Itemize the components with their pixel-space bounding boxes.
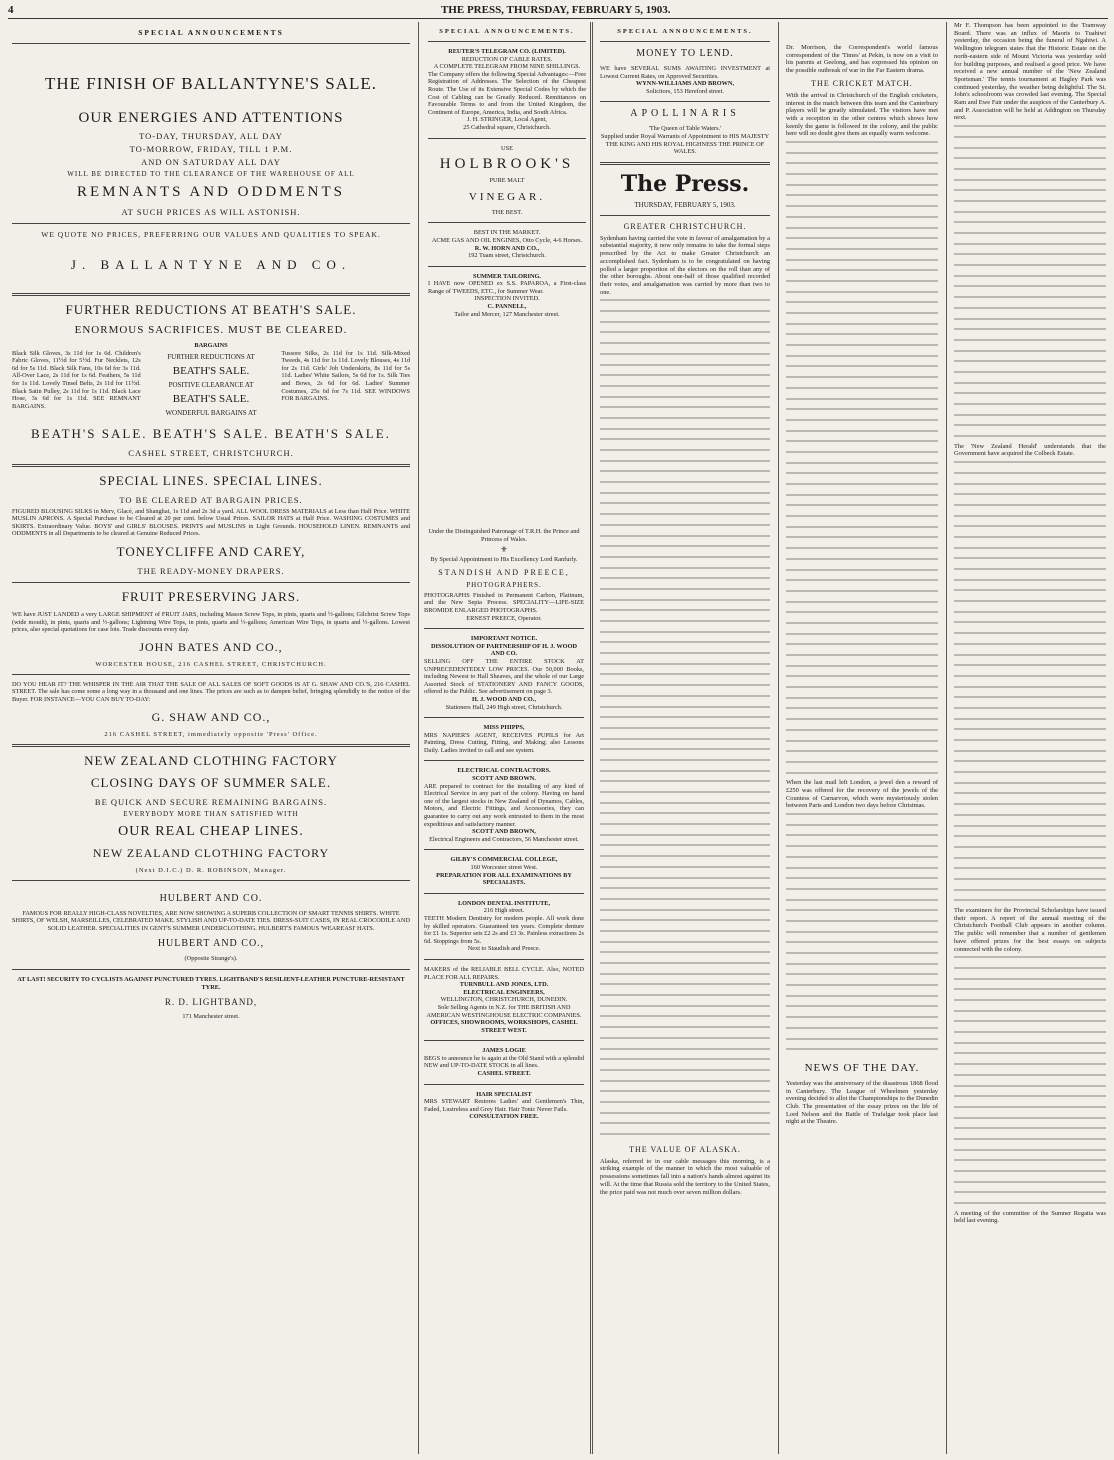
- toneycliffe-name: TONEYCLIFFE AND CAREY,: [116, 543, 306, 559]
- beath-bargains-grid: [12, 350, 410, 420]
- divider: [12, 880, 410, 881]
- stringer-name: J. H. STRINGER, Local Agent,: [467, 116, 547, 124]
- divider: [600, 215, 770, 216]
- holbrook-best: THE BEST.: [491, 208, 523, 216]
- bates-name: JOHN BATES AND CO.,: [139, 639, 283, 654]
- column-rule: [418, 22, 419, 1454]
- column-news-2: [950, 22, 1110, 1454]
- section-header: SPECIAL ANNOUNCEMENTS.: [617, 28, 753, 35]
- nzcf-quick: BE QUICK AND SECURE REMAINING BARGAINS.: [94, 796, 328, 807]
- phipps-text: MRS NAPIER'S AGENT, RECEIVES PUPILS for Art Painting, Dress Cutting, Fitting, and Making; also Lessons Daily. Ladies invited to call and see system.: [424, 731, 584, 754]
- greater-headline: GREATER CHRISTCHURCH.: [623, 221, 747, 231]
- turnbull-offices: OFFICES, SHOWROOMS, WORKSHOPS, CASHEL STREET WEST.: [430, 1019, 578, 1034]
- horn-address: 192 Tuam street, Christchurch.: [468, 252, 546, 260]
- scott-text: ARE prepared to contract for the installing of any kind of Electrical Service in any part of the colony. Having on hand one of the largest stocks in New Zealand of Dynamos, Cables, Motors, and Electric Fittings, and Accessories, they can guarantee to carry out any work entrusted to them in the most expeditious and satisfactory manner.: [424, 782, 584, 828]
- stewart-text: MRS STEWART Restores Ladies' and Gentlemen's Thin, Faded, Lustreless and Grey Hair. Hair Tonic Never Fails.: [424, 1098, 584, 1113]
- column-news-1: [782, 22, 942, 1454]
- dissolution-text: SELLING OFF THE ENTIRE STOCK AT UNPRECEDENTEDLY LOW PRICES. Our 50,000 Books, including Newest to Hall Sheaves, and the whole of our Large Assorted Stock of STATIONERY AND FANCY GOODS, offered to the Public. See advertisement on page 3.: [424, 657, 584, 696]
- reuter-name: REUTER'S TELEGRAM CO. (LIMITED).: [448, 48, 566, 55]
- pannell-name: C. PANNELL,: [487, 303, 527, 311]
- bates-address: WORCESTER HOUSE, 216 CASHEL STREET, CHRISTCHURCH.: [95, 660, 327, 668]
- lightband-address: 171 Manchester street.: [182, 1013, 240, 1021]
- tailoring-text: I HAVE now OPENED ex S.S. PAPAROA, a First-class Range of TWEEDS, ETC., for Summer Wear.: [428, 280, 586, 295]
- logie-street: CASHEL STREET.: [477, 1070, 531, 1078]
- logie-text: BEGS to announce he is again at the Old Stand with a splendid NEW and UP-TO-DATE STOCK in all lines.: [424, 1054, 584, 1070]
- divider: [424, 760, 584, 761]
- holbrook-name: HOLBROOK'S: [439, 156, 575, 173]
- column-rule: [592, 22, 593, 1454]
- money-headline: MONEY TO LEND.: [636, 48, 734, 59]
- greater-text: Sydenham having carried the vote in favour of amalgamation by a substantial majority, it now only remains to take the formal steps prescribed by the Act to make Greater Christchurch an accomplished fact. Sydenham is to be congratulated on having polled a larger proportion of the electors on the roll than any of the other boroughs. About one-half of those qualified recorded their votes, and amalgamation was carried by more than two to one.: [600, 234, 770, 296]
- col6-news-text: Mr F. Thompson has been appointed to the Tramway Board. There was an influx of Maoris to Tuahiwi yesterday, the occasion being the funeral of Ngahiwi. A Wellington telegram states that the Historic Estate on the north-eastern side of Mount Victoria was yesterday sold for building purposes, and realised a good price. We have received a new annual number of the 'New Zealand Sportsman.' The tennis tournament at Hagley Park was continued yesterday, the weather being delightful. The St. John's schoolroom was crowded last evening. The Special Ram and Ewe Fair under the auspices of the Canterbury A. and P. Association will be held at Addington on Thursday next.: [954, 22, 1106, 122]
- hulbert-opposite: (Opposite Strange's).: [184, 955, 238, 963]
- special-lines-cleared: TO BE CLEARED AT BARGAIN PRICES.: [119, 494, 303, 505]
- preece-operator: ERNEST PREECE, Operator.: [466, 614, 542, 622]
- value-alaska-headline: THE VALUE OF ALASKA.: [629, 1144, 741, 1154]
- turnbull-name: TURNBULL AND JONES, LTD.: [459, 981, 549, 989]
- holbrook-vinegar: VINEGAR.: [468, 190, 546, 203]
- bottom-ads-row: [12, 887, 410, 1021]
- column-reuter: [424, 22, 590, 522]
- turnbull-agents: Sole Selling Agents in N.Z. for THE BRITISH AND AMERICAN WESTINGHOUSE ELECTRIC COMPANIES.: [426, 1003, 582, 1019]
- divider: [424, 1040, 584, 1041]
- special-lines-text: FIGURED BLOUSING SILKS in Merv, Glacé, and Shanghai, 1s 11d and 2s 3d a yard. ALL WOOL DRESS MATERIALS at Less than Half Price. WHITE MUSLIN APRONS. A Special Purchase to be Cleared at 20 per cent. below Usual Prices. SAILOR HATS at Half Price. WASHING COSTUMES and SKIRTS. Extraordinary Value. BOYS' and GIRLS' BLOUSES. PRINTS and MUSLINS in Light Grounds. HOUSEHOLD LINEN. REMNANTS and ODDMENTS in all Departments to be cleared at Genuine Reduced Prices.: [12, 507, 410, 538]
- divider: [12, 464, 410, 467]
- ballantyne-firm: J. BALLANTYNE AND CO.: [70, 257, 352, 272]
- dental-next: Next to Staudish and Preece.: [467, 945, 541, 953]
- ballantyne-remnants: REMNANTS AND ODDMENTS: [76, 184, 345, 200]
- nzcf-closing: CLOSING DAYS OF SUMMER SALE.: [90, 774, 332, 790]
- gilby-prep: PREPARATION FOR ALL EXAMINATIONS BY SPECIALISTS.: [436, 871, 572, 887]
- beath-bargains-label: BARGAINS: [194, 342, 228, 349]
- hulbert-name: HULBERT AND CO.: [159, 892, 263, 904]
- page-number: 4: [8, 4, 14, 16]
- hulbert-text: FAMOUS FOR REALLY HIGH-CLASS NOVELTIES, ARE NOW SHOWING A SUPERB COLLECTION OF SMART TENNIS SHIRTS. WHITE SHIRTS, OF WELSH, MARSEILLES, CELEBRATED MAKE. STYLISH AND UP-TO-DATE TIES. DRESS-SUIT CASES, IN REAL CROCODILE AND SOLID LEATHER. SPECIALITIES IN GENT'S SUMMER UNDERCLOTHING. HULBERT'S FAMOUS 'WEAREASI' HATS.: [12, 909, 410, 932]
- divider: [424, 628, 584, 629]
- lightband-headline: AT LAST! SECURITY TO CYCLISTS AGAINST PUNCTURED TYRES. LIGHTBAND'S RESILIENT-LEATHER PUNCTURE-RESISTANT TYRE.: [17, 975, 405, 991]
- phipps-name: MISS PHIPPS,: [483, 724, 525, 732]
- nzcf-manager: (Next D.I.C.) D. R. ROBINSON, Manager.: [135, 866, 287, 874]
- col6-mutual-text: The 'New Zealand Herald' understands that the Government have acquired the Colbeck Estate.: [954, 442, 1106, 458]
- use-label: USE: [501, 144, 513, 152]
- photo-text: PHOTOGRAPHS Finished in Permanent Carbon, Platinum, and the New Sepia Process. SPECIALITY—LIFE-SIZE BROMIDE ENLARGED PHOTOGRAPHS.: [424, 591, 584, 614]
- column-rule: [778, 22, 779, 1454]
- shaw-name: G. SHAW AND CO.,: [151, 709, 271, 724]
- hair-header: HAIR SPECIALIST: [476, 1090, 532, 1098]
- cricket-headline: THE CRICKET MATCH.: [811, 78, 913, 88]
- press-title: The Press.: [620, 170, 750, 197]
- beath-center-block: FURTHER REDUCTIONS AT BEATH'S SALE. POSITIVE CLEARANCE AT BEATH'S SALE. WONDERFUL BARGAINS AT: [165, 352, 257, 417]
- notice-header: IMPORTANT NOTICE.: [470, 635, 538, 643]
- column-rule: [590, 22, 591, 1454]
- ballantyne-quote: WE QUOTE NO PRICES, PREFERRING OUR VALUES AND QUALITIES TO SPEAK.: [41, 230, 381, 239]
- consultation: CONSULTATION FREE.: [469, 1113, 539, 1121]
- acme-market: BEST IN THE MARKET.: [473, 229, 541, 237]
- wood-name: H. J. WOOD AND CO.,: [472, 695, 536, 703]
- col6-meeting-text: A meeting of the committee of the Sumner Regatta was held last evening.: [954, 1209, 1106, 1225]
- turnbull-cities: WELLINGTON, CHRISTCHURCH, DUNEDIN.: [440, 996, 568, 1004]
- divider: [428, 138, 586, 139]
- bell-cycle-text: MAKERS of the RELIABLE BELL CYCLE. Also, NOTED PLACE FOR ALL REPAIRS.: [424, 965, 584, 981]
- reuter-complete: A COMPLETE TELEGRAM FROM NINE SHILLINGS.: [433, 63, 581, 71]
- special-lines-headline: SPECIAL LINES. SPECIAL LINES.: [99, 472, 323, 488]
- fruit-headline: FRUIT PRESERVING JARS.: [121, 588, 301, 604]
- beath-enormous: ENORMOUS SACRIFICES. MUST BE CLEARED.: [74, 324, 348, 336]
- divider: [428, 41, 586, 42]
- divider: [424, 849, 584, 850]
- column-ads-left: [8, 22, 414, 1454]
- lightband-name: R. D. LIGHTBAND,: [164, 997, 258, 1008]
- ballantyne-today: TO-DAY, THURSDAY, ALL DAY: [139, 131, 283, 141]
- pannell-address: Tailor and Mercer, 127 Manchester street.: [454, 310, 560, 318]
- jewel-mystery-text: When the last mail left London, a jewel den a reward of £250 was offered for the recovery of the jewels of the Countess of Carnarvon, which were mysteriously stolen between Paris and London two days before Christmas.: [786, 779, 938, 810]
- turnbull-engineers: ELECTRICAL ENGINEERS,: [463, 988, 545, 996]
- section-header: SPECIAL ANNOUNCEMENTS: [138, 28, 284, 37]
- beath-address: CASHEL STREET, CHRISTCHURCH.: [128, 447, 294, 458]
- teeth-list: TEETH Modern Dentistry for modern people. All work done by skilled operators. Guaranteed ten years. Complete denture for £1 1s. Superior sets £2 2s and £3 3s. Painless extractions 2s 6d. Stoppings from 5s.: [424, 914, 584, 945]
- ballantyne-tomorrow: TO-MORROW, FRIDAY, TILL 1 P.M.: [129, 144, 293, 154]
- lord-ranfurly: By Special Appointment to His Excellency Lord Ranfurly.: [430, 556, 578, 564]
- divider: [12, 969, 410, 970]
- scott-address: Electrical Engineers and Contractors, 56 Manchester street.: [429, 835, 579, 843]
- column-ads-mid: [420, 528, 588, 1454]
- value-alaska-text: Alaska, referred to in our cable messages this morning, is a striking example of the manner in which the most valuable of possessions sometimes fall into a nation's hands almost against its will. At the time that Russia sold the territory to the United States, the price paid was not much over seven million dollars.: [600, 1157, 770, 1196]
- dental-address: 216 High street.: [483, 907, 525, 915]
- divider: [12, 744, 410, 747]
- logie-name: JAMES LOGIE: [482, 1047, 526, 1055]
- shaw-address: 216 CASHEL STREET, immediately opposite 'Press' Office.: [104, 730, 318, 738]
- acme-text: ACME GAS AND OIL ENGINES, Otto Cycle, 4-6 Horses.: [431, 236, 583, 244]
- money-text: WE have SEVERAL SUMS AWAITING INVESTMENT at Lowest Current Rates, on Approved Securities.: [600, 65, 770, 80]
- fruit-text: WE have JUST LANDED a very LARGE SHIPMENT of FRUIT JARS, including Mason Screw Tops, in pints, quarts and ½-gallons; Gilchrist Screw Tops (wide mouth), in pints, quarts and ½-gallons; Lightning Wire Tops, in pints, quarts and ½-gallons; American Wire Tops, in quarts and ½-gallons. Lowest prices, also special quotations for case lots. Trade discounts every day.: [12, 610, 410, 634]
- beath-list-left: Black Silk Gloves, 3s 11d for 1s 6d. Children's Fabric Gloves, 11½d for 5½d. Fur Necklets, 12s 6d for 5s 11d. Black Silk Fans, 10s 6d for 3s 11d. All-Over Lace, 2s 11d for 1s 6d. Feathers, 5s 11d for 1s 11d. Lovely Tinsel Belts, 2s 11d for 11½d. Black Satin Pulley, 2s 11d for 1s 11d. Black Lace Hose, 3s 6d for 1s 11d. SEE REMNANT BARGAINS.: [12, 349, 141, 410]
- press-date: THURSDAY, FEBRUARY 5, 1903.: [634, 200, 736, 209]
- standish-name: STANDISH AND PREECE,: [438, 567, 570, 577]
- horn-name: R. W. HORN AND CO.,: [474, 244, 540, 252]
- tailoring-invited: INSPECTION INVITED.: [474, 295, 540, 303]
- hulbert-name-2: HULBERT AND CO.,: [157, 938, 265, 950]
- wynn-address: Solicitors, 153 Hereford street.: [646, 87, 724, 95]
- nzcf-everybody: EVERYBODY MORE THAN SATISFIED WITH: [123, 809, 299, 818]
- divider: [12, 223, 410, 224]
- divider: [600, 101, 770, 102]
- nzcf-headline: NEW ZEALAND CLOTHING FACTORY: [84, 752, 338, 768]
- divider: [424, 1084, 584, 1085]
- divider: [12, 293, 410, 296]
- photographers: PHOTOGRAPHERS.: [466, 580, 542, 589]
- news-of-the-day-headline: NEWS OF THE DAY.: [804, 1061, 920, 1074]
- royal-patronage: Under the Distinguished Patronage of T.R.H. the Prince and Princess of Wales.: [428, 528, 580, 543]
- dissolution-header: DISSOLUTION OF PARTNERSHIP OF H. J. WOOD AND CO.: [430, 642, 578, 658]
- ballantyne-headline: THE FINISH OF BALLANTYNE'S SALE.: [44, 74, 378, 93]
- apollinaris-name: APOLLINARIS: [630, 108, 740, 120]
- section-header: SPECIAL ANNOUNCEMENTS.: [439, 28, 575, 35]
- masthead: [8, 2, 1108, 19]
- electric-header: ELECTRICAL CONTRACTORS.: [457, 767, 551, 775]
- divider: [424, 717, 584, 718]
- divider: [12, 43, 410, 44]
- divider: [600, 162, 770, 165]
- ballantyne-directed: WILL BE DIRECTED TO THE CLEARANCE OF THE WAREHOUSE OF ALL: [67, 170, 355, 178]
- nzcf-cheap: OUR REAL CHEAP LINES.: [118, 823, 304, 839]
- reuter-reduction: REDUCTION OF CABLE RATES.: [461, 55, 553, 63]
- shaw-text: DO YOU HEAR IT? THE WHISPER IN THE AIR THAT THE SALE OF ALL SALES OF SOFT GOODS IS AT G. SHAW AND CO.'S, 216 CASHEL STREET. The sale has come some a long way in a thousand and one lines. The prices are such as to dampen belief, bringing splendidly to the notice of the Buyer. FOR INSTANCE—YOU CAN BUY TO-DAY:: [12, 680, 410, 703]
- toneycliffe-sub: THE READY-MONEY DRAPERS.: [137, 565, 285, 576]
- ballantyne-saturday: AND ON SATURDAY ALL DAY: [141, 157, 281, 167]
- scott-name: SCOTT AND BROWN.: [472, 775, 536, 783]
- col5-top-text: Dr. Morrison, the Correspondent's world famous correspondent of the 'Times' at Pekin, is now on a visit to his parents at Geelong, and has expressed his opinion on the possible outbreak of war in the Far Eastern drama.: [786, 44, 938, 75]
- column-editorial: [596, 22, 774, 1454]
- beath-headline: FURTHER REDUCTIONS AT BEATH'S SALE.: [65, 302, 357, 317]
- news-of-the-day-text: Yesterday was the anniversary of the disastrous 1868 flood in Canterbury. The League of Wheelmen yesterday evening decided to allot the Championships to the Dunedin Club. The presentation of the essay prizes on the life of Lord Nelson and the Battle of Trafalgar took place last night at the Theatre.: [786, 1079, 938, 1126]
- reuter-text: The Company offers the following Special Advantages:—Free Registration of Addresses. The Selection of the Cheapest Route. The Use of its Extensive Special Codes by which the Cost of Cabling can be Greatly Reduced. Remittances on Favourable Terms to and from the United Kingdom, the Continent of Europe, America, India, and South Africa.: [428, 70, 586, 116]
- masthead-title: THE PRESS, THURSDAY, FEBRUARY 5, 1903.: [440, 4, 671, 16]
- scott-name-2: SCOTT AND BROWN,: [472, 828, 536, 836]
- hulbert-ad: [12, 887, 410, 1021]
- divider: [424, 959, 584, 960]
- apollinaris-queen: 'The Queen of Table Waters.': [648, 125, 722, 133]
- divider: [12, 674, 410, 675]
- wood-address: Stationers Hall, 249 High street, Christchurch.: [445, 703, 563, 711]
- ballantyne-prices: AT SUCH PRICES AS WILL ASTONISH.: [121, 207, 301, 217]
- beath-repeat: BEATH'S SALE. BEATH'S SALE. BEATH'S SALE.: [31, 425, 391, 441]
- gilby-address: 160 Worcester street West.: [470, 864, 538, 871]
- dental-name: LONDON DENTAL INSTITUTE,: [457, 899, 551, 907]
- royal-crest-icon: ⚜: [500, 545, 508, 555]
- col6-more-text: The examiners for the Provincial Scholarships have issued their report. A report of the annual meeting of the Christchurch Football Club appears in another column. The public will remember that a number of gentlemen have offered prizes for the best essays on subjects connected with the colony.: [954, 907, 1106, 953]
- tailoring-header: SUMMER TAILORING.: [473, 272, 541, 280]
- gilby-name: GILBY'S COMMERCIAL COLLEGE,: [450, 856, 558, 864]
- divider: [600, 41, 770, 42]
- column-rule: [946, 22, 947, 1454]
- ballantyne-energies: OUR ENERGIES AND ATTENTIONS: [78, 110, 344, 126]
- wynn-name: WYNN-WILLIAMS AND BROWN,: [635, 80, 735, 88]
- divider: [424, 893, 584, 894]
- divider: [12, 582, 410, 583]
- holbrook-malt: PURE MALT: [489, 177, 525, 185]
- cricket-text: With the arrival in Christchurch of the English cricketers, interest in the match between this team and the Canterbury players will be greatly stimulated. The visitors have met with a reception in the other centres which shows how keenly the game is followed in the colony, and the public here will no doubt give them an equally warm welcome.: [786, 91, 938, 138]
- nzcf-name: NEW ZEALAND CLOTHING FACTORY: [92, 845, 330, 860]
- beath-list-right: Tussore Silks, 2s 11d for 1s 11d. Silk-Mixed Tweeds, 4s 11d for 1s 11d. Lovely Blouses, 4s 11d for 2s 11d. Girls' Job Underskirts, 8s 11d for 5s 11d. Ladies' White Sailors, 5s 6d for 1s. Silk Ties and Bows, 2s 6d for 6d. Ladies' Summer Costumes, 25s 6d for 7s 11d. SEE WINDOWS FOR BARGAINS.: [281, 349, 411, 403]
- stringer-address: 25 Cathedral square, Christchurch.: [463, 123, 551, 131]
- divider: [428, 222, 586, 223]
- divider: [428, 266, 586, 267]
- apollinaris-warrant: Supplied under Royal Warrants of Appointment to HIS MAJESTY THE KING AND HIS ROYAL HIGHNESS THE PRINCE OF WALES.: [600, 132, 770, 156]
